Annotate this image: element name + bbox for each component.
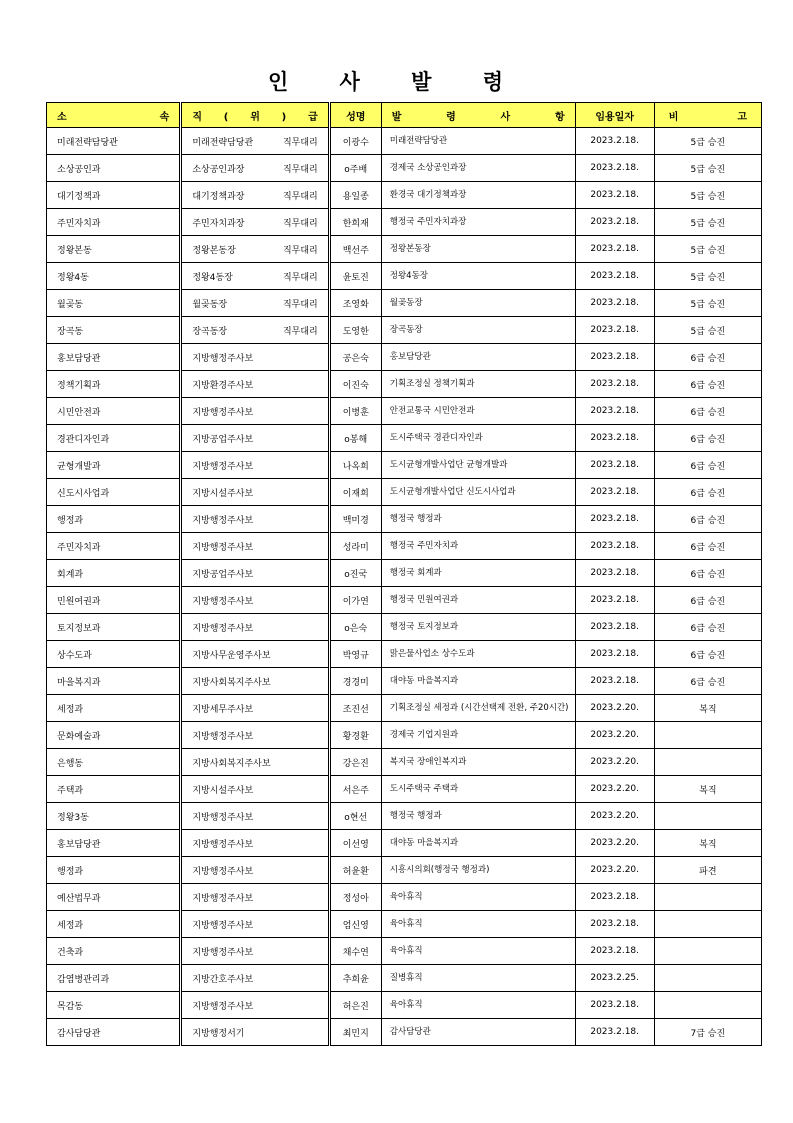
cell-assignment: 시흥시의회(행정국 행정과) xyxy=(381,857,575,884)
cell-position: 지방행정주사보 xyxy=(181,587,329,614)
cell-assignment: 도시주택국 주택과 xyxy=(381,776,575,803)
table-header-row xyxy=(47,103,762,128)
cell-name: 황경환 xyxy=(329,722,381,749)
cell-date: 2023.2.18. xyxy=(575,398,654,425)
cell-note: 5급 승진 xyxy=(654,236,761,263)
cell-dept: 정책기획과 xyxy=(47,371,181,398)
table-row xyxy=(47,749,762,776)
cell-date: 2023.2.18. xyxy=(575,614,654,641)
cell-date: 2023.2.18. xyxy=(575,344,654,371)
cell-dept: 민원여권과 xyxy=(47,587,181,614)
cell-dept: 시민안전과 xyxy=(47,398,181,425)
cell-assignment: 맑은물사업소 상수도과 xyxy=(381,641,575,668)
cell-name: o은숙 xyxy=(329,614,381,641)
cell-position: 지방행정주사보 xyxy=(181,506,329,533)
cell-date: 2023.2.20. xyxy=(575,857,654,884)
table-row xyxy=(47,641,762,668)
cell-dept: 세정과 xyxy=(47,911,181,938)
table-row xyxy=(47,398,762,425)
cell-name: 강은진 xyxy=(329,749,381,776)
cell-name: o현선 xyxy=(329,803,381,830)
cell-name: 이진숙 xyxy=(329,371,381,398)
cell-assignment: 육아휴직 xyxy=(381,938,575,965)
cell-position: 미래전략담당관 직무대리 xyxy=(181,128,329,155)
cell-note xyxy=(654,992,761,1019)
cell-assignment: 기획조정실 세정과 (시간선택제 전환, 주20시간) xyxy=(381,695,575,722)
cell-date: 2023.2.18. xyxy=(575,425,654,452)
cell-position: 지방행정주사보 xyxy=(181,398,329,425)
cell-assignment: 경제국 소상공인과장 xyxy=(381,155,575,182)
cell-name: 윤토진 xyxy=(329,263,381,290)
cell-position: 지방행정주사보 xyxy=(181,938,329,965)
cell-assignment: 행정국 토지정보과 xyxy=(381,614,575,641)
cell-position: 정왕본동장 직무대리 xyxy=(181,236,329,263)
cell-name: 이광수 xyxy=(329,128,381,155)
cell-position: 지방환경주사보 xyxy=(181,371,329,398)
cell-note xyxy=(654,884,761,911)
cell-dept: 정왕4동 xyxy=(47,263,181,290)
table-row xyxy=(47,776,762,803)
cell-position: 월곶동장 직무대리 xyxy=(181,290,329,317)
cell-date: 2023.2.18. xyxy=(575,182,654,209)
cell-note: 6급 승진 xyxy=(654,614,761,641)
cell-date: 2023.2.18. xyxy=(575,236,654,263)
cell-name: 채수연 xyxy=(329,938,381,965)
cell-date: 2023.2.18. xyxy=(575,479,654,506)
cell-note: 7급 승진 xyxy=(654,1019,761,1046)
cell-note: 5급 승진 xyxy=(654,155,761,182)
cell-note xyxy=(654,749,761,776)
cell-assignment: 도시주택국 경관디자인과 xyxy=(381,425,575,452)
table-row xyxy=(47,155,762,182)
cell-date: 2023.2.18. xyxy=(575,263,654,290)
cell-note: 6급 승진 xyxy=(654,668,761,695)
cell-date: 2023.2.18. xyxy=(575,155,654,182)
cell-position: 지방행정주사보 xyxy=(181,803,329,830)
cell-dept: 월곶동 xyxy=(47,290,181,317)
cell-date: 2023.2.20. xyxy=(575,722,654,749)
cell-note: 5급 승진 xyxy=(654,209,761,236)
table-row xyxy=(47,263,762,290)
cell-note: 6급 승진 xyxy=(654,344,761,371)
cell-name: 서은주 xyxy=(329,776,381,803)
cell-position: 지방공업주사보 xyxy=(181,425,329,452)
cell-dept: 정왕본동 xyxy=(47,236,181,263)
cell-dept: 홍보담당관 xyxy=(47,830,181,857)
cell-note: 5급 승진 xyxy=(654,128,761,155)
cell-name: 이선영 xyxy=(329,830,381,857)
cell-name: 엄신영 xyxy=(329,911,381,938)
cell-note: 5급 승진 xyxy=(654,182,761,209)
cell-dept: 경관디자인과 xyxy=(47,425,181,452)
cell-name: 이재희 xyxy=(329,479,381,506)
cell-name: o진국 xyxy=(329,560,381,587)
cell-name: 이병훈 xyxy=(329,398,381,425)
table-row xyxy=(47,695,762,722)
cell-position: 지방사회복지주사보 xyxy=(181,668,329,695)
cell-date: 2023.2.18. xyxy=(575,533,654,560)
cell-note xyxy=(654,722,761,749)
table-row xyxy=(47,938,762,965)
cell-position: 지방행정주사보 xyxy=(181,992,329,1019)
cell-name: 백미경 xyxy=(329,506,381,533)
table-row xyxy=(47,614,762,641)
cell-dept: 목감동 xyxy=(47,992,181,1019)
personnel-table xyxy=(46,102,762,1046)
table-row xyxy=(47,911,762,938)
cell-date: 2023.2.18. xyxy=(575,317,654,344)
cell-note: 5급 승진 xyxy=(654,317,761,344)
cell-date: 2023.2.25. xyxy=(575,965,654,992)
cell-date: 2023.2.18. xyxy=(575,641,654,668)
cell-position: 지방행정주사보 xyxy=(181,722,329,749)
table-row xyxy=(47,425,762,452)
cell-position: 지방행정주사보 xyxy=(181,344,329,371)
cell-dept: 균형개발과 xyxy=(47,452,181,479)
cell-name: 정성아 xyxy=(329,884,381,911)
cell-name: 허윤환 xyxy=(329,857,381,884)
cell-position: 지방행정주사보 xyxy=(181,857,329,884)
header-name: 성명 xyxy=(329,103,381,128)
cell-note: 복직 xyxy=(654,830,761,857)
cell-dept: 마을복지과 xyxy=(47,668,181,695)
cell-dept: 장곡동 xyxy=(47,317,181,344)
cell-position: 정왕4동장 직무대리 xyxy=(181,263,329,290)
cell-assignment: 행정국 주민자치과장 xyxy=(381,209,575,236)
cell-name: 나옥희 xyxy=(329,452,381,479)
cell-name: 이가연 xyxy=(329,587,381,614)
cell-name: 도영한 xyxy=(329,317,381,344)
cell-date: 2023.2.18. xyxy=(575,209,654,236)
cell-name: 추희윤 xyxy=(329,965,381,992)
table-row xyxy=(47,992,762,1019)
cell-name: 조영화 xyxy=(329,290,381,317)
cell-dept: 주민자치과 xyxy=(47,533,181,560)
cell-dept: 감염병관리과 xyxy=(47,965,181,992)
table-row xyxy=(47,128,762,155)
cell-date: 2023.2.20. xyxy=(575,776,654,803)
cell-note: 6급 승진 xyxy=(654,371,761,398)
table-row xyxy=(47,236,762,263)
cell-note: 5급 승진 xyxy=(654,290,761,317)
table-row xyxy=(47,290,762,317)
cell-note: 6급 승진 xyxy=(654,533,761,560)
cell-assignment: 경제국 기업지원과 xyxy=(381,722,575,749)
cell-position: 지방사회복지주사보 xyxy=(181,749,329,776)
cell-name: 용일종 xyxy=(329,182,381,209)
cell-position: 지방공업주사보 xyxy=(181,560,329,587)
cell-assignment: 월곶동장 xyxy=(381,290,575,317)
cell-name: 성라미 xyxy=(329,533,381,560)
table-row xyxy=(47,560,762,587)
table-row xyxy=(47,857,762,884)
cell-date: 2023.2.18. xyxy=(575,560,654,587)
cell-assignment: 기획조정실 정책기획과 xyxy=(381,371,575,398)
cell-dept: 정왕3동 xyxy=(47,803,181,830)
cell-position: 지방행정주사보 xyxy=(181,830,329,857)
table-row xyxy=(47,479,762,506)
table-row xyxy=(47,209,762,236)
header-position: 직 ( 위 ) 급 xyxy=(181,103,329,128)
cell-position: 주민자치과장 직무대리 xyxy=(181,209,329,236)
cell-dept: 토지정보과 xyxy=(47,614,181,641)
cell-note xyxy=(654,911,761,938)
table-row xyxy=(47,668,762,695)
cell-note: 복직 xyxy=(654,776,761,803)
cell-dept: 신도시사업과 xyxy=(47,479,181,506)
table-row xyxy=(47,452,762,479)
cell-position: 대기정책과장 직무대리 xyxy=(181,182,329,209)
cell-date: 2023.2.20. xyxy=(575,695,654,722)
cell-assignment: 정왕본동장 xyxy=(381,236,575,263)
cell-note: 6급 승진 xyxy=(654,479,761,506)
cell-assignment: 육아휴직 xyxy=(381,992,575,1019)
cell-position: 지방시설주사보 xyxy=(181,479,329,506)
cell-assignment: 홍보담당관 xyxy=(381,344,575,371)
cell-dept: 감사담당관 xyxy=(47,1019,181,1046)
cell-note: 파견 xyxy=(654,857,761,884)
cell-assignment: 대야동 마을복지과 xyxy=(381,668,575,695)
cell-date: 2023.2.18. xyxy=(575,290,654,317)
header-assignment: 발 령 사 항 xyxy=(381,103,575,128)
cell-note: 6급 승진 xyxy=(654,452,761,479)
cell-name: 허은진 xyxy=(329,992,381,1019)
cell-note: 6급 승진 xyxy=(654,398,761,425)
cell-position: 지방행정주사보 xyxy=(181,614,329,641)
table-row xyxy=(47,533,762,560)
cell-position: 지방사무운영주사보 xyxy=(181,641,329,668)
cell-note: 5급 승진 xyxy=(654,263,761,290)
cell-dept: 세정과 xyxy=(47,695,181,722)
table-row xyxy=(47,344,762,371)
table-row xyxy=(47,317,762,344)
cell-assignment: 장곡동장 xyxy=(381,317,575,344)
cell-date: 2023.2.20. xyxy=(575,830,654,857)
cell-dept: 미래전략담당관 xyxy=(47,128,181,155)
cell-assignment: 대야동 마을복지과 xyxy=(381,830,575,857)
cell-note xyxy=(654,938,761,965)
cell-position: 지방행정주사보 xyxy=(181,884,329,911)
cell-assignment: 환경국 대기정책과장 xyxy=(381,182,575,209)
cell-dept: 주민자치과 xyxy=(47,209,181,236)
cell-assignment: 행정국 주민자치과 xyxy=(381,533,575,560)
cell-note: 6급 승진 xyxy=(654,506,761,533)
page-title: 인 사 발 령 xyxy=(267,69,526,94)
table-body xyxy=(47,128,762,1046)
cell-assignment: 도시균형개발사업단 신도시사업과 xyxy=(381,479,575,506)
cell-dept: 문화예술과 xyxy=(47,722,181,749)
cell-dept: 은행동 xyxy=(47,749,181,776)
cell-assignment: 질병휴직 xyxy=(381,965,575,992)
cell-date: 2023.2.20. xyxy=(575,803,654,830)
cell-date: 2023.2.18. xyxy=(575,1019,654,1046)
header-note: 비 고 xyxy=(654,103,761,128)
table-row xyxy=(47,722,762,749)
table-row xyxy=(47,587,762,614)
cell-assignment: 행정국 민원여권과 xyxy=(381,587,575,614)
cell-dept: 대기정책과 xyxy=(47,182,181,209)
cell-dept: 예산법무과 xyxy=(47,884,181,911)
cell-note: 6급 승진 xyxy=(654,641,761,668)
cell-position: 소상공인과장 직무대리 xyxy=(181,155,329,182)
cell-name: 한희재 xyxy=(329,209,381,236)
cell-assignment: 행정국 행정과 xyxy=(381,803,575,830)
table-row xyxy=(47,965,762,992)
cell-date: 2023.2.20. xyxy=(575,749,654,776)
cell-dept: 행정과 xyxy=(47,857,181,884)
cell-name: 조진선 xyxy=(329,695,381,722)
cell-assignment: 육아휴직 xyxy=(381,911,575,938)
cell-dept: 행정과 xyxy=(47,506,181,533)
cell-assignment: 육아휴직 xyxy=(381,884,575,911)
cell-name: 경경미 xyxy=(329,668,381,695)
cell-date: 2023.2.18. xyxy=(575,992,654,1019)
table-row xyxy=(47,182,762,209)
cell-note xyxy=(654,965,761,992)
cell-assignment: 행정국 회계과 xyxy=(381,560,575,587)
cell-dept: 상수도과 xyxy=(47,641,181,668)
table-row xyxy=(47,830,762,857)
header-date: 임용일자 xyxy=(575,103,654,128)
cell-assignment: 행정국 행정과 xyxy=(381,506,575,533)
cell-name: 공은숙 xyxy=(329,344,381,371)
cell-position: 장곡동장 직무대리 xyxy=(181,317,329,344)
cell-date: 2023.2.18. xyxy=(575,371,654,398)
cell-position: 지방간호주사보 xyxy=(181,965,329,992)
cell-position: 지방행정서기 xyxy=(181,1019,329,1046)
cell-assignment: 복지국 장애인복지과 xyxy=(381,749,575,776)
cell-name: o봉해 xyxy=(329,425,381,452)
cell-note: 6급 승진 xyxy=(654,560,761,587)
cell-assignment: 감사담당관 xyxy=(381,1019,575,1046)
cell-name: 백선주 xyxy=(329,236,381,263)
cell-position: 지방행정주사보 xyxy=(181,911,329,938)
table-row xyxy=(47,506,762,533)
cell-dept: 주택과 xyxy=(47,776,181,803)
cell-note: 복직 xyxy=(654,695,761,722)
cell-name: 박영규 xyxy=(329,641,381,668)
header-dept: 소 속 xyxy=(47,103,181,128)
cell-dept: 회계과 xyxy=(47,560,181,587)
cell-date: 2023.2.18. xyxy=(575,884,654,911)
cell-note: 6급 승진 xyxy=(654,587,761,614)
cell-assignment: 도시균형개발사업단 균형개발과 xyxy=(381,452,575,479)
cell-position: 지방세무주사보 xyxy=(181,695,329,722)
cell-date: 2023.2.18. xyxy=(575,506,654,533)
table-row xyxy=(47,1019,762,1046)
cell-date: 2023.2.18. xyxy=(575,911,654,938)
cell-name: 최민지 xyxy=(329,1019,381,1046)
table-row xyxy=(47,884,762,911)
cell-note xyxy=(654,803,761,830)
cell-position: 지방행정주사보 xyxy=(181,533,329,560)
cell-date: 2023.2.18. xyxy=(575,587,654,614)
cell-date: 2023.2.18. xyxy=(575,452,654,479)
table-row xyxy=(47,371,762,398)
cell-dept: 건축과 xyxy=(47,938,181,965)
cell-date: 2023.2.18. xyxy=(575,128,654,155)
cell-dept: 홍보담당관 xyxy=(47,344,181,371)
cell-assignment: 정왕4동장 xyxy=(381,263,575,290)
table-row xyxy=(47,803,762,830)
cell-position: 지방시설주사보 xyxy=(181,776,329,803)
cell-note: 6급 승진 xyxy=(654,425,761,452)
cell-name: o주배 xyxy=(329,155,381,182)
cell-assignment: 미래전략담당관 xyxy=(381,128,575,155)
cell-date: 2023.2.18. xyxy=(575,938,654,965)
cell-assignment: 안전교통국 시민안전과 xyxy=(381,398,575,425)
cell-date: 2023.2.18. xyxy=(575,668,654,695)
cell-dept: 소상공인과 xyxy=(47,155,181,182)
cell-position: 지방행정주사보 xyxy=(181,452,329,479)
